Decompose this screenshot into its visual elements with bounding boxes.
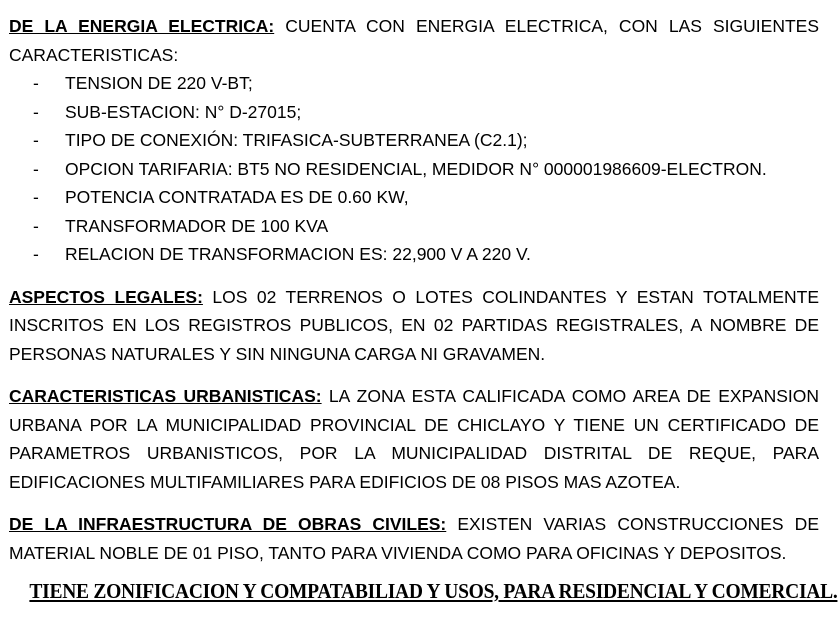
energia-text: CUENTA CON ENERGIA ELECTRICA, CON LAS SIGUIENTES CARACTERISTICAS: xyxy=(9,16,819,65)
bullet-dash: - xyxy=(33,215,39,236)
energia-heading: DE LA ENERGIA ELECTRICA: xyxy=(9,16,275,36)
infraestructura-paragraph xyxy=(9,510,819,567)
list-item xyxy=(9,98,819,127)
list-item-text: POTENCIA CONTRATADA ES DE 0.60 KW, xyxy=(65,187,409,207)
bullet-dash: - xyxy=(33,101,39,122)
list-item xyxy=(9,155,819,184)
list-item-text: RELACION DE TRANSFORMACION ES: 22,900 V A 220 V. xyxy=(65,244,531,264)
list-item xyxy=(9,240,819,269)
zonificacion-banner: TIENE ZONIFICACION Y COMPATABILIAD Y USOS, PARA RESIDENCIAL Y COMERCIAL. xyxy=(29,579,838,603)
document-body xyxy=(9,12,819,567)
legales-heading: ASPECTOS LEGALES: xyxy=(9,286,203,307)
list-item xyxy=(9,126,819,155)
list-item-text: TIPO DE CONEXIÓN: TRIFASICA-SUBTERRANEA (C2.1); xyxy=(65,130,528,150)
list-item xyxy=(9,183,819,212)
legales-text: LOS 02 TERRENOS O LOTES COLINDANTES Y ESTAN TOTALMENTE INSCRITOS EN LOS REGISTROS PUBLICOS, EN 02 PARTIDAS REGISTRALES, A NOMBRE DE PERSONAS NATURALES Y SIN NINGUNA CARGA NI GRAVAMEN. xyxy=(9,286,819,364)
list-item-text: OPCION TARIFARIA: BT5 NO RESIDENCIAL, MEDIDOR N° 000001986609-ELECTRON. xyxy=(65,158,767,179)
bullet-dash: - xyxy=(33,158,39,179)
section-infraestructura xyxy=(9,510,819,567)
energia-list xyxy=(9,69,819,269)
list-item xyxy=(9,69,819,98)
urbanisticas-heading: CARACTERISTICAS URBANISTICAS: xyxy=(9,386,322,406)
list-item-text: TRANSFORMADOR DE 100 KVA xyxy=(65,215,329,236)
bullet-dash: - xyxy=(33,73,39,93)
bullet-dash: - xyxy=(33,244,39,264)
infraestructura-text: EXISTEN VARIAS CONSTRUCCIONES DE MATERIAL NOBLE DE 01 PISO, TANTO PARA VIVIENDA COMO PARA OFICINAS Y DEPOSITOS. xyxy=(9,514,819,563)
list-item xyxy=(9,212,819,241)
section-energia xyxy=(9,12,819,269)
bullet-dash: - xyxy=(33,130,39,150)
section-urbanisticas xyxy=(9,382,819,496)
urbanisticas-paragraph xyxy=(9,382,819,496)
list-item-text: SUB-ESTACION: N° D-27015; xyxy=(65,101,302,122)
infraestructura-heading: DE LA INFRAESTRUCTURA DE OBRAS CIVILES: xyxy=(9,514,447,534)
section-legales xyxy=(9,283,819,369)
list-item-text: TENSION DE 220 V-BT; xyxy=(65,73,253,93)
urbanisticas-text: LA ZONA ESTA CALIFICADA COMO AREA DE EXPANSION URBANA POR LA MUNICIPALIDAD PROVINCIAL DE CHICLAYO Y TIENE UN CERTIFICADO DE PARAMETROS URBANISTICOS, POR LA MUNICIPALIDAD DISTRITAL DE REQUE, PARA EDIFICACIONES MULTIFAMILIARES PARA EDIFICIOS DE 08 PISOS MAS AZOTEA. xyxy=(9,386,820,492)
legales-paragraph xyxy=(9,283,819,369)
bullet-dash: - xyxy=(33,187,39,207)
energia-paragraph xyxy=(9,12,819,69)
